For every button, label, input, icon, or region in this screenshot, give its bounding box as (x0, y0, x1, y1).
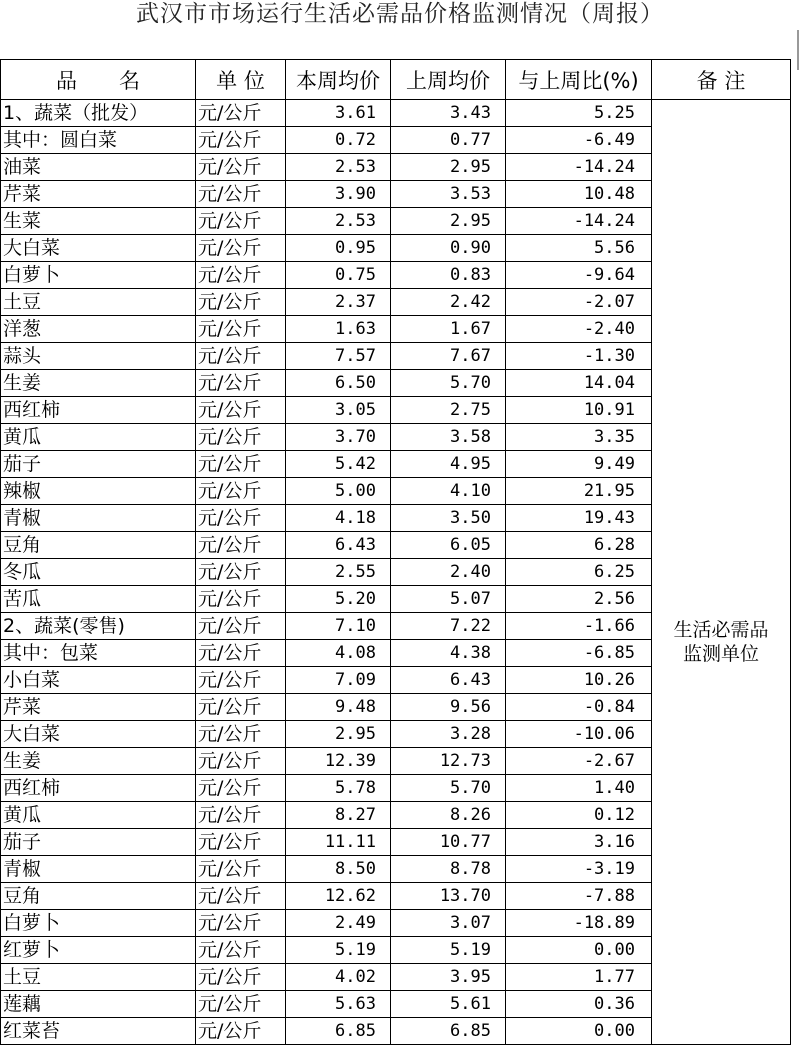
note-text: 生活必需品监测单位 (673, 619, 769, 665)
item-name-cell: 蒜头 (1, 343, 196, 370)
previous-price-cell: 5.70 (391, 775, 506, 802)
header-current-price: 本周均价 (286, 60, 391, 100)
item-name-cell: 豆角 (1, 532, 196, 559)
change-percent-cell: 3.16 (506, 829, 652, 856)
item-name-cell: 大白菜 (1, 721, 196, 748)
scroll-edge (797, 30, 799, 70)
previous-price-cell: 7.22 (391, 613, 506, 640)
previous-price-cell: 7.67 (391, 343, 506, 370)
previous-price-cell: 0.90 (391, 235, 506, 262)
previous-price-cell: 4.95 (391, 451, 506, 478)
unit-cell: 元/公斤 (196, 910, 286, 937)
current-price-cell: 5.19 (286, 937, 391, 964)
unit-cell: 元/公斤 (196, 154, 286, 181)
current-price-cell: 12.39 (286, 748, 391, 775)
previous-price-cell: 2.42 (391, 289, 506, 316)
change-percent-cell: 5.25 (506, 100, 652, 127)
item-name-cell: 白萝卜 (1, 910, 196, 937)
item-name-cell: 红萝卜 (1, 937, 196, 964)
unit-cell: 元/公斤 (196, 505, 286, 532)
unit-cell: 元/公斤 (196, 640, 286, 667)
change-percent-cell: -18.89 (506, 910, 652, 937)
change-percent-cell: 21.95 (506, 478, 652, 505)
previous-price-cell: 8.78 (391, 856, 506, 883)
current-price-cell: 3.05 (286, 397, 391, 424)
previous-price-cell: 0.77 (391, 127, 506, 154)
unit-cell: 元/公斤 (196, 964, 286, 991)
current-price-cell: 8.27 (286, 802, 391, 829)
table-body (1, 100, 791, 1045)
header-previous-price: 上周均价 (391, 60, 506, 100)
change-percent-cell: 0.00 (506, 1018, 652, 1045)
item-name-cell: 茄子 (1, 451, 196, 478)
unit-cell: 元/公斤 (196, 478, 286, 505)
unit-cell: 元/公斤 (196, 829, 286, 856)
item-name-cell: 青椒 (1, 505, 196, 532)
current-price-cell: 5.63 (286, 991, 391, 1018)
change-percent-cell: -14.24 (506, 154, 652, 181)
unit-cell: 元/公斤 (196, 262, 286, 289)
unit-cell: 元/公斤 (196, 775, 286, 802)
previous-price-cell: 10.77 (391, 829, 506, 856)
current-price-cell: 6.50 (286, 370, 391, 397)
item-name-cell: 生姜 (1, 748, 196, 775)
current-price-cell: 0.95 (286, 235, 391, 262)
item-name-cell: 1、蔬菜（批发） (1, 100, 196, 127)
previous-price-cell: 3.28 (391, 721, 506, 748)
unit-cell: 元/公斤 (196, 208, 286, 235)
unit-cell: 元/公斤 (196, 424, 286, 451)
change-percent-cell: 10.48 (506, 181, 652, 208)
current-price-cell: 3.90 (286, 181, 391, 208)
previous-price-cell: 1.67 (391, 316, 506, 343)
previous-price-cell: 2.75 (391, 397, 506, 424)
current-price-cell: 7.10 (286, 613, 391, 640)
current-price-cell: 5.20 (286, 586, 391, 613)
current-price-cell: 6.85 (286, 1018, 391, 1045)
item-name-cell: 土豆 (1, 289, 196, 316)
item-name-cell: 芹菜 (1, 694, 196, 721)
current-price-cell: 6.43 (286, 532, 391, 559)
item-name-cell: 苦瓜 (1, 586, 196, 613)
previous-price-cell: 9.56 (391, 694, 506, 721)
current-price-cell: 7.57 (286, 343, 391, 370)
item-name-cell: 青椒 (1, 856, 196, 883)
current-price-cell: 2.55 (286, 559, 391, 586)
change-percent-cell: -0.84 (506, 694, 652, 721)
price-table-container (0, 59, 791, 1045)
change-percent-cell: -1.66 (506, 613, 652, 640)
item-name-cell: 土豆 (1, 964, 196, 991)
change-percent-cell: -9.64 (506, 262, 652, 289)
current-price-cell: 4.08 (286, 640, 391, 667)
previous-price-cell: 0.83 (391, 262, 506, 289)
item-name-cell: 冬瓜 (1, 559, 196, 586)
change-percent-cell: -10.06 (506, 721, 652, 748)
current-price-cell: 3.70 (286, 424, 391, 451)
item-name-cell: 白萝卜 (1, 262, 196, 289)
item-name-cell: 其中：包菜 (1, 640, 196, 667)
change-percent-cell: 14.04 (506, 370, 652, 397)
unit-cell: 元/公斤 (196, 667, 286, 694)
current-price-cell: 9.48 (286, 694, 391, 721)
unit-cell: 元/公斤 (196, 532, 286, 559)
change-percent-cell: -3.19 (506, 856, 652, 883)
header-unit: 单 位 (196, 60, 286, 100)
current-price-cell: 2.53 (286, 154, 391, 181)
change-percent-cell: 3.35 (506, 424, 652, 451)
previous-price-cell: 3.95 (391, 964, 506, 991)
current-price-cell: 5.42 (286, 451, 391, 478)
previous-price-cell: 8.26 (391, 802, 506, 829)
change-percent-cell: -6.49 (506, 127, 652, 154)
unit-cell: 元/公斤 (196, 316, 286, 343)
current-price-cell: 5.78 (286, 775, 391, 802)
current-price-cell: 0.72 (286, 127, 391, 154)
unit-cell: 元/公斤 (196, 1018, 286, 1045)
change-percent-cell: 0.36 (506, 991, 652, 1018)
current-price-cell: 2.49 (286, 910, 391, 937)
unit-cell: 元/公斤 (196, 370, 286, 397)
current-price-cell: 4.02 (286, 964, 391, 991)
unit-cell: 元/公斤 (196, 991, 286, 1018)
table-header-row (1, 60, 791, 100)
unit-cell: 元/公斤 (196, 613, 286, 640)
item-name-cell: 西红柿 (1, 775, 196, 802)
unit-cell: 元/公斤 (196, 127, 286, 154)
report-title: 武汉市市场运行生活必需品价格监测情况（周报） (136, 1, 664, 27)
previous-price-cell: 3.58 (391, 424, 506, 451)
change-percent-cell: -2.07 (506, 289, 652, 316)
current-price-cell: 4.18 (286, 505, 391, 532)
item-name-cell: 洋葱 (1, 316, 196, 343)
item-name-cell: 黄瓜 (1, 424, 196, 451)
item-name-cell: 芹菜 (1, 181, 196, 208)
unit-cell: 元/公斤 (196, 451, 286, 478)
change-percent-cell: 6.25 (506, 559, 652, 586)
previous-price-cell: 2.40 (391, 559, 506, 586)
item-name-cell: 西红柿 (1, 397, 196, 424)
previous-price-cell: 2.95 (391, 154, 506, 181)
change-percent-cell: 0.12 (506, 802, 652, 829)
previous-price-cell: 6.05 (391, 532, 506, 559)
unit-cell: 元/公斤 (196, 181, 286, 208)
header-change: 与上周比(%) (506, 60, 652, 100)
unit-cell: 元/公斤 (196, 289, 286, 316)
previous-price-cell: 2.95 (391, 208, 506, 235)
unit-cell: 元/公斤 (196, 235, 286, 262)
item-name-cell: 生姜 (1, 370, 196, 397)
change-percent-cell: -2.40 (506, 316, 652, 343)
unit-cell: 元/公斤 (196, 694, 286, 721)
change-percent-cell: 9.49 (506, 451, 652, 478)
previous-price-cell: 13.70 (391, 883, 506, 910)
previous-price-cell: 5.19 (391, 937, 506, 964)
change-percent-cell: 6.28 (506, 532, 652, 559)
previous-price-cell: 6.85 (391, 1018, 506, 1045)
change-percent-cell: -6.85 (506, 640, 652, 667)
item-name-cell: 莲藕 (1, 991, 196, 1018)
current-price-cell: 5.00 (286, 478, 391, 505)
change-percent-cell: -2.67 (506, 748, 652, 775)
change-percent-cell: 10.91 (506, 397, 652, 424)
item-name-cell: 大白菜 (1, 235, 196, 262)
unit-cell: 元/公斤 (196, 100, 286, 127)
current-price-cell: 12.62 (286, 883, 391, 910)
item-name-cell: 生菜 (1, 208, 196, 235)
current-price-cell: 11.11 (286, 829, 391, 856)
unit-cell: 元/公斤 (196, 802, 286, 829)
change-percent-cell: -14.24 (506, 208, 652, 235)
change-percent-cell: 10.26 (506, 667, 652, 694)
previous-price-cell: 4.10 (391, 478, 506, 505)
unit-cell: 元/公斤 (196, 586, 286, 613)
item-name-cell: 黄瓜 (1, 802, 196, 829)
item-name-cell: 油菜 (1, 154, 196, 181)
previous-price-cell: 6.43 (391, 667, 506, 694)
change-percent-cell: 1.40 (506, 775, 652, 802)
change-percent-cell: 5.56 (506, 235, 652, 262)
current-price-cell: 2.95 (286, 721, 391, 748)
current-price-cell: 7.09 (286, 667, 391, 694)
previous-price-cell: 3.43 (391, 100, 506, 127)
item-name-cell: 豆角 (1, 883, 196, 910)
item-name-cell: 小白菜 (1, 667, 196, 694)
table-row (1, 100, 791, 127)
current-price-cell: 8.50 (286, 856, 391, 883)
change-percent-cell: 2.56 (506, 586, 652, 613)
unit-cell: 元/公斤 (196, 883, 286, 910)
previous-price-cell: 4.38 (391, 640, 506, 667)
unit-cell: 元/公斤 (196, 856, 286, 883)
unit-cell: 元/公斤 (196, 397, 286, 424)
unit-cell: 元/公斤 (196, 721, 286, 748)
previous-price-cell: 3.53 (391, 181, 506, 208)
item-name-cell: 辣椒 (1, 478, 196, 505)
unit-cell: 元/公斤 (196, 559, 286, 586)
item-name-cell: 其中：圆白菜 (1, 127, 196, 154)
current-price-cell: 2.37 (286, 289, 391, 316)
unit-cell: 元/公斤 (196, 748, 286, 775)
item-name-cell: 红菜苔 (1, 1018, 196, 1045)
header-name: 品 名 (1, 60, 196, 100)
current-price-cell: 3.61 (286, 100, 391, 127)
item-name-cell: 茄子 (1, 829, 196, 856)
unit-cell: 元/公斤 (196, 343, 286, 370)
change-percent-cell: 19.43 (506, 505, 652, 532)
price-table (0, 59, 791, 1045)
previous-price-cell: 5.07 (391, 586, 506, 613)
header-note: 备 注 (652, 60, 791, 100)
current-price-cell: 2.53 (286, 208, 391, 235)
change-percent-cell: -1.30 (506, 343, 652, 370)
previous-price-cell: 3.50 (391, 505, 506, 532)
change-percent-cell: 0.00 (506, 937, 652, 964)
previous-price-cell: 12.73 (391, 748, 506, 775)
note-cell (652, 100, 791, 1045)
item-name-cell: 2、蔬菜(零售) (1, 613, 196, 640)
current-price-cell: 1.63 (286, 316, 391, 343)
change-percent-cell: -7.88 (506, 883, 652, 910)
previous-price-cell: 5.70 (391, 370, 506, 397)
current-price-cell: 0.75 (286, 262, 391, 289)
unit-cell: 元/公斤 (196, 937, 286, 964)
previous-price-cell: 3.07 (391, 910, 506, 937)
previous-price-cell: 5.61 (391, 991, 506, 1018)
change-percent-cell: 1.77 (506, 964, 652, 991)
